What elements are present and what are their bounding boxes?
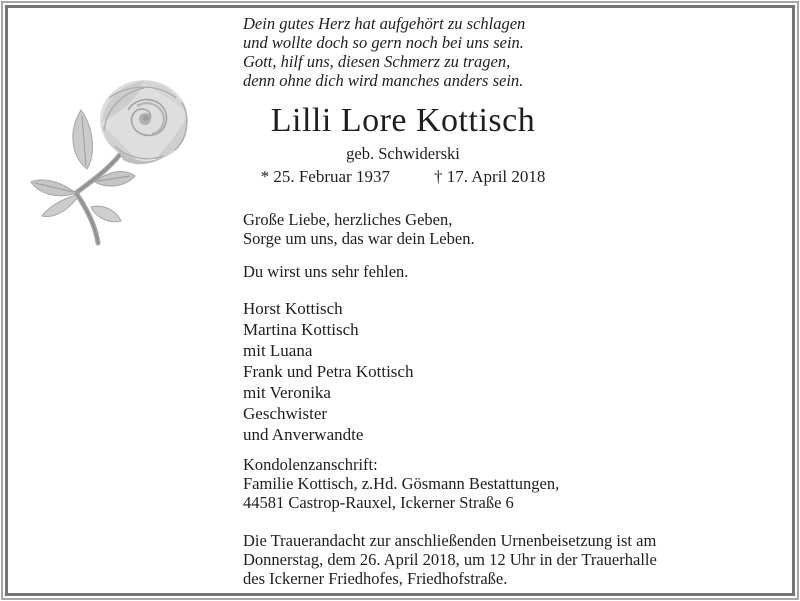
verse-line: Große Liebe, herzliches Geben, <box>243 210 453 229</box>
mourner: Horst Kottisch <box>243 299 343 318</box>
poem-line: denn ohne dich wird manches anders sein. <box>243 71 524 90</box>
mourner: Martina Kottisch <box>243 320 359 339</box>
deceased-header <box>243 103 563 187</box>
mourners-list <box>243 298 413 445</box>
deceased-name: Lilli Lore Kottisch <box>270 102 536 139</box>
life-dates <box>243 167 563 187</box>
maiden-name: geb. Schwiderski <box>346 144 460 163</box>
poem-line: Dein gutes Herz hat aufgehört zu schlagen <box>243 14 526 33</box>
mourner: und Anverwandte <box>243 425 364 444</box>
service-line: des Ickerner Friedhofes, Friedhofstraße. <box>243 569 508 588</box>
poem-line: und wollte doch so gern noch bei uns sein. <box>243 33 524 52</box>
death-date: † 17. April 2018 <box>433 167 546 186</box>
farewell-line: Du wirst uns sehr fehlen. <box>243 262 409 281</box>
verse <box>243 210 475 248</box>
condolence-label: Kondolenzanschrift: <box>243 455 378 474</box>
condolence-line: Familie Kottisch, z.Hd. Gösmann Bestattungen, <box>243 474 560 493</box>
mourner: mit Veronika <box>243 383 331 402</box>
birth-date: * 25. Februar 1937 <box>260 167 390 186</box>
poem-line: Gott, hilf uns, diesen Schmerz zu tragen, <box>243 52 511 71</box>
mourner: Geschwister <box>243 404 328 423</box>
rose-image <box>25 76 195 246</box>
opening-poem <box>243 14 525 90</box>
verse-line: Sorge um uns, das war dein Leben. <box>243 229 475 248</box>
condolence-address <box>243 455 559 512</box>
rose-icon <box>25 76 195 246</box>
condolence-line: 44581 Castrop-Rauxel, Ickerner Straße 6 <box>243 493 514 512</box>
service-announcement <box>243 531 657 588</box>
mourner: mit Luana <box>243 341 313 360</box>
service-line: Die Trauerandacht zur anschließenden Urnenbeisetzung ist am <box>243 531 657 550</box>
mourner: Frank und Petra Kottisch <box>243 362 414 381</box>
service-line: Donnerstag, dem 26. April 2018, um 12 Uhr in der Trauerhalle <box>243 550 657 569</box>
